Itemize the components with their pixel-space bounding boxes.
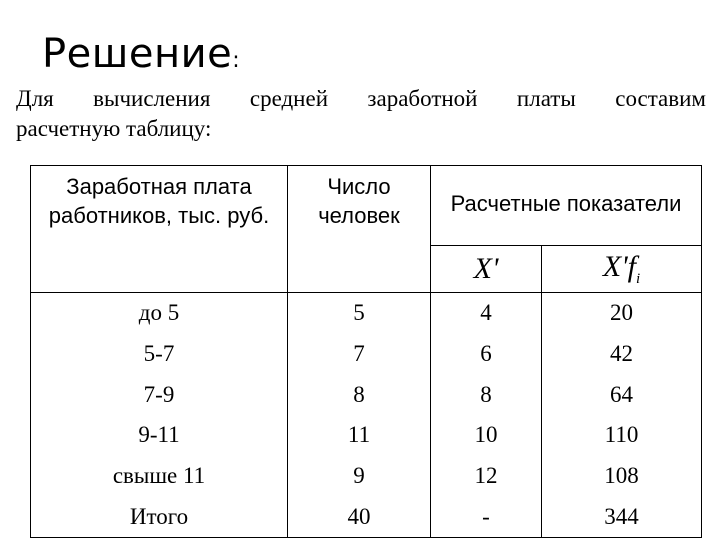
cell-x: 10 xyxy=(431,415,542,456)
header-calc: Расчетные показатели xyxy=(431,166,702,246)
table-row xyxy=(31,415,702,456)
table-row-total xyxy=(31,496,702,537)
cell-wage: 7-9 xyxy=(31,374,288,415)
cell-xf: 20 xyxy=(542,293,702,334)
cell-count: 5 xyxy=(288,293,431,334)
header-wage: Заработная плата работников, тыс. руб. xyxy=(31,166,288,293)
table-row xyxy=(31,293,702,334)
cell-x: 8 xyxy=(431,374,542,415)
cell-xf: 344 xyxy=(542,496,702,537)
cell-x: - xyxy=(431,496,542,537)
table-row xyxy=(31,334,702,375)
intro-line-2: расчетную таблицу: xyxy=(16,116,212,141)
intro-line-1: Для вычисления средней заработной платы составим xyxy=(16,86,706,111)
cell-wage: до 5 xyxy=(31,293,288,334)
slide-title-text: Решение xyxy=(42,31,233,77)
cell-x: 4 xyxy=(431,293,542,334)
intro-paragraph xyxy=(16,84,706,144)
slide-title xyxy=(42,28,240,87)
cell-wage: Итого xyxy=(31,496,288,537)
cell-x: 6 xyxy=(431,334,542,375)
cell-wage: 9-11 xyxy=(31,415,288,456)
cell-wage: 5-7 xyxy=(31,334,288,375)
cell-count: 40 xyxy=(288,496,431,537)
table-row xyxy=(31,374,702,415)
cell-count: 9 xyxy=(288,456,431,497)
cell-xf: 110 xyxy=(542,415,702,456)
table-header-row xyxy=(31,166,702,246)
header-xf-sub: i xyxy=(635,271,641,287)
cell-xf: 42 xyxy=(542,334,702,375)
header-x-prime: X' xyxy=(431,246,542,293)
slide-title-colon: : xyxy=(232,48,241,73)
cell-count: 11 xyxy=(288,415,431,456)
calculation-table xyxy=(30,165,702,538)
cell-xf: 108 xyxy=(542,456,702,497)
cell-x: 12 xyxy=(431,456,542,497)
cell-wage: свыше 11 xyxy=(31,456,288,497)
header-xf xyxy=(542,246,702,293)
table-row xyxy=(31,456,702,497)
cell-count: 8 xyxy=(288,374,431,415)
cell-xf: 64 xyxy=(542,374,702,415)
cell-count: 7 xyxy=(288,334,431,375)
header-xf-base: X'f xyxy=(602,250,636,283)
header-count: Число человек xyxy=(288,166,431,293)
